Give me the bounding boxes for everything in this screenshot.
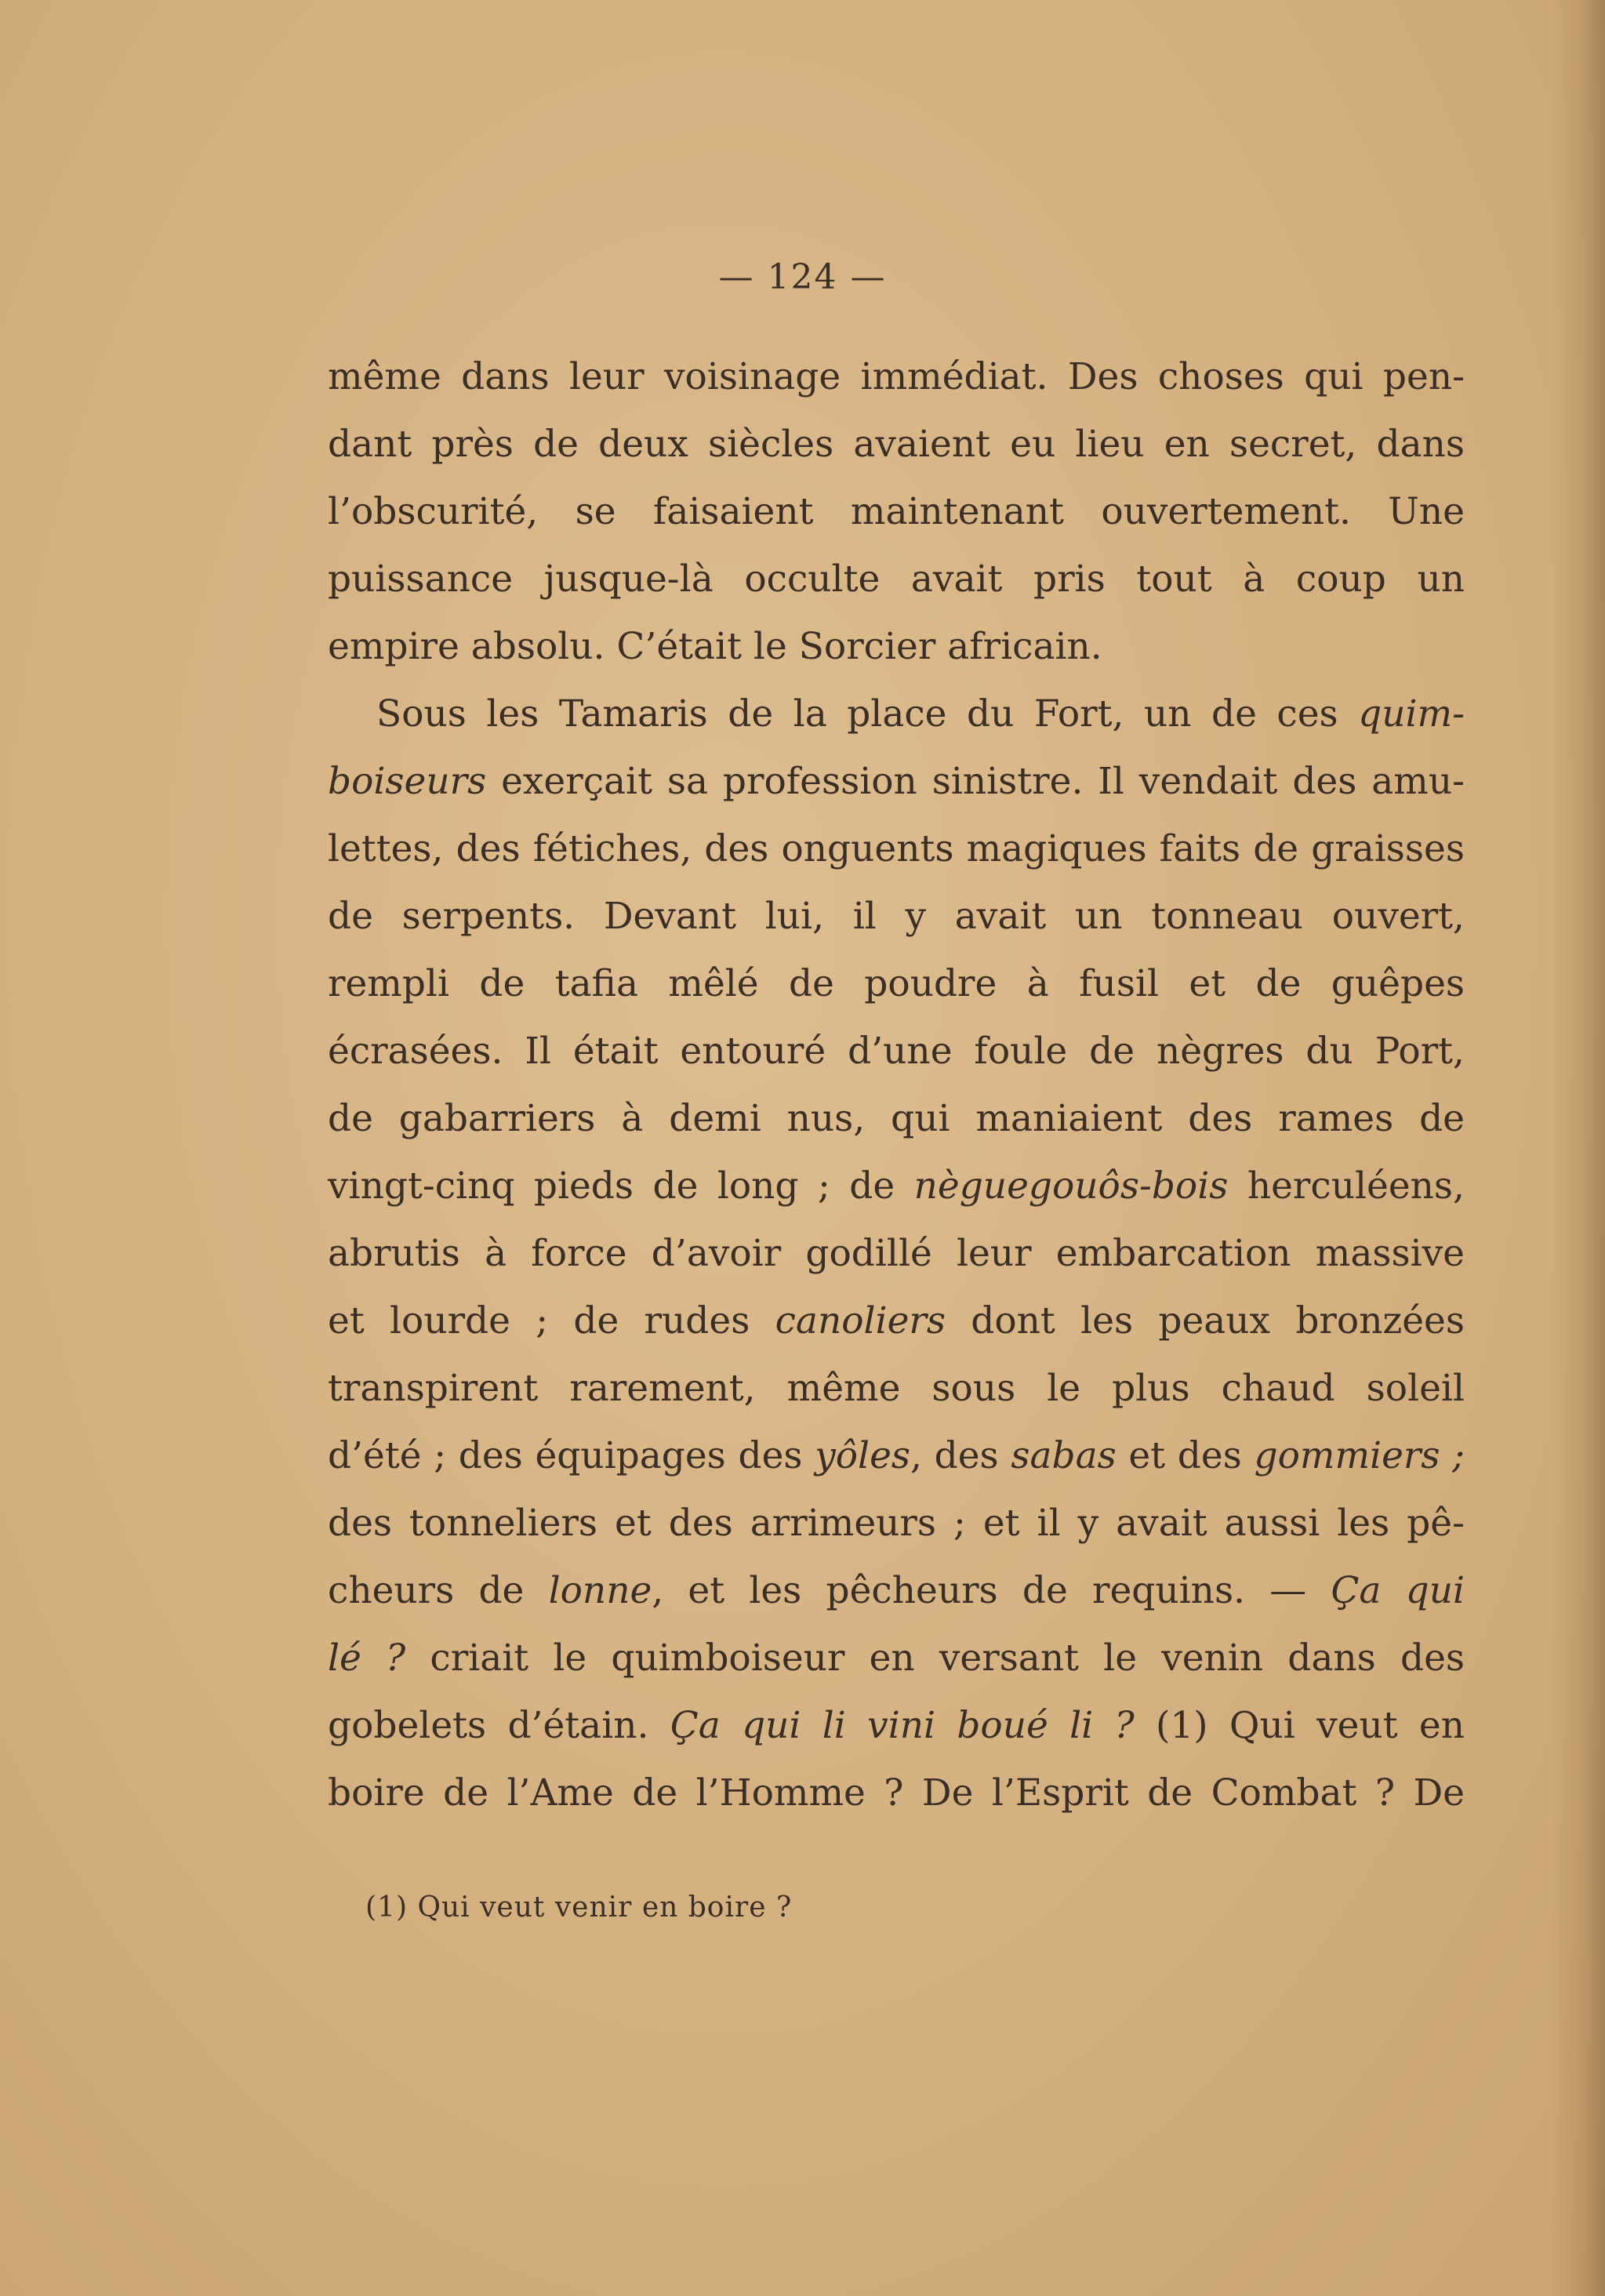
page-edge-shadow (1550, 0, 1605, 2296)
text-line: d’été ; des équipages des yôles, des sabas et des gommiers ; (328, 1434, 1465, 1477)
text-line: de serpents. Devant lui, il y avait un tonneau ouvert, (328, 895, 1465, 938)
text-line: cheurs de lonne, et les pêcheurs de requins. — Ça qui (328, 1569, 1465, 1612)
text-line: lé ? criait le quimboiseur en versant le venin dans des (328, 1637, 1465, 1680)
text-line: Sous les Tamaris de la place du Fort, un de ces quim- (376, 692, 1465, 736)
text-line: boiseurs exerçait sa profession sinistre. Il vendait des amu- (328, 760, 1465, 803)
text-line: écrasées. Il était entouré d’une foule de nègres du Port, (328, 1030, 1465, 1073)
text-line: puissance jusque-là occulte avait pris tout à coup un (328, 558, 1465, 601)
text-line: abrutis à force d’avoir godillé leur embarcation massive (328, 1232, 1465, 1275)
text-line: rempli de tafia mêlé de poudre à fusil et de guêpes (328, 962, 1465, 1005)
text-line: l’obscurité, se faisaient maintenant ouvertement. Une (328, 490, 1465, 533)
text-line: des tonneliers et des arrimeurs ; et il y avait aussi les pê- (328, 1502, 1465, 1545)
text-line: et lourde ; de rudes canoliers dont les peaux bronzées (328, 1299, 1465, 1342)
text-line: dant près de deux siècles avaient eu lieu en secret, dans (328, 423, 1465, 466)
text-line: même dans leur voisinage immédiat. Des choses qui pen- (328, 355, 1465, 398)
text-line: de gabarriers à demi nus, qui maniaient des rames de (328, 1097, 1465, 1140)
text-line: lettes, des fétiches, des onguents magiques faits de graisses (328, 827, 1465, 870)
body-text (328, 343, 1465, 1827)
text-line: gobelets d’étain. Ça qui li vini boué li ? (1) Qui veut en (328, 1704, 1465, 1747)
page-number: — 124 — (718, 257, 887, 297)
footnote: (1) Qui veut venir en boire ? (365, 1891, 793, 1924)
text-line: boire de l’Ame de l’Homme ? De l’Esprit de Combat ? De (328, 1771, 1465, 1815)
text-line: empire absolu. C’était le Sorcier africain. (328, 625, 1102, 668)
text-line: transpirent rarement, même sous le plus chaud soleil (328, 1367, 1465, 1410)
text-line: vingt-cinq pieds de long ; de nèguegouôs-bois herculéens, (328, 1164, 1465, 1208)
